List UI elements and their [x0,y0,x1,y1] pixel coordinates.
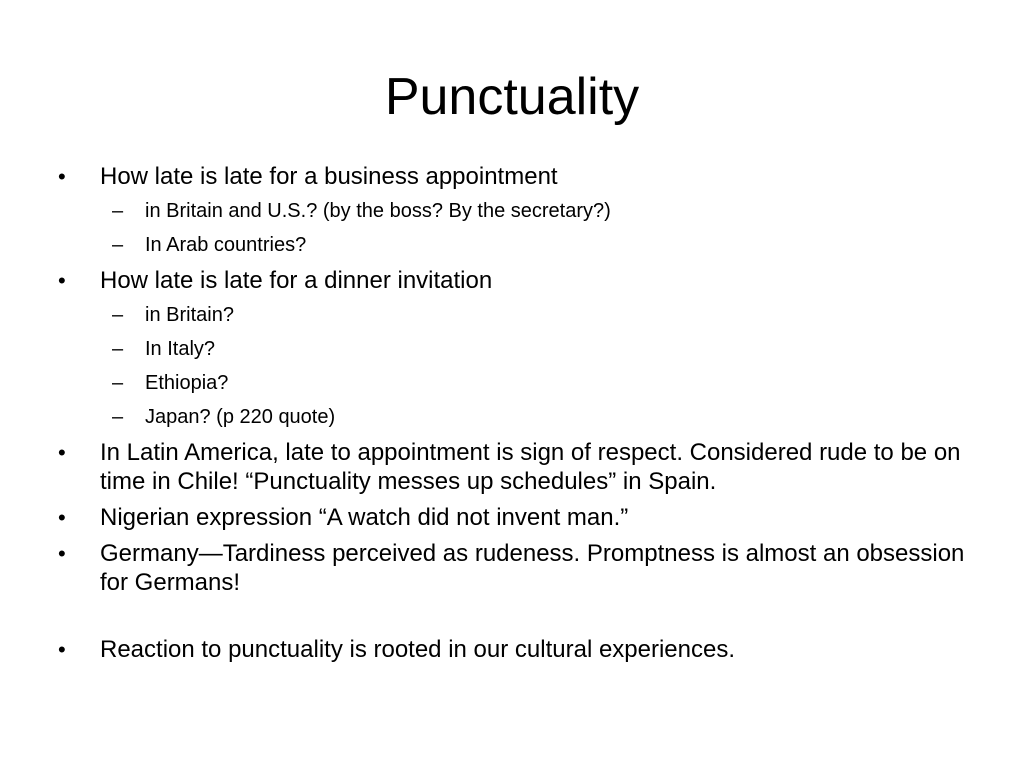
sub-bullet-text: in Britain? [145,304,234,326]
bullet-icon: • [58,440,66,465]
bullet-icon: • [58,268,66,293]
slide-title: Punctuality [384,68,640,126]
bullet-item [57,266,977,295]
bullet-icon: • [58,505,66,530]
bullet-icon: • [58,164,66,189]
sub-bullet-item [57,404,977,431]
bullet-text: Germany—Tardiness perceived as rudeness. Promptness is almost an obsession for Germans! [100,540,965,596]
dash-icon: – [112,304,124,326]
bullet-text: Nigerian expression “A watch did not invent man.” [100,504,629,531]
bullet-item [57,539,977,597]
bullet-text: How late is late for a business appointment [100,163,558,190]
sub-bullet-item [57,370,977,397]
bullet-icon: • [58,637,66,662]
dash-icon: – [112,338,124,360]
dash-icon: – [112,200,124,222]
bullet-icon: • [58,541,66,566]
sub-bullet-text: Japan? (p 220 quote) [145,406,336,428]
sub-bullet-item [57,336,977,363]
slide-body [57,155,977,664]
sub-bullet-text: in Britain and U.S.? (by the boss? By the secretary?) [145,200,611,222]
sub-bullet-text: In Arab countries? [145,234,307,256]
dash-icon: – [112,406,124,428]
sub-bullet-item [57,232,977,259]
dash-icon: – [112,234,124,256]
sub-bullet-text: Ethiopia? [145,372,229,394]
sub-bullet-text: In Italy? [145,338,216,360]
bullet-item [57,438,977,496]
bullet-text: In Latin America, late to appointment is sign of respect. Considered rude to be on time in Chile! “Punctuality messes up schedules” in Spain. [100,439,961,495]
dash-icon: – [112,372,124,394]
sub-bullet-item [57,198,977,225]
sub-bullet-item [57,302,977,329]
bullet-text: Reaction to punctuality is rooted in our cultural experiences. [100,636,736,663]
bullet-text: How late is late for a dinner invitation [100,267,493,294]
bullet-item [57,162,977,191]
bullet-item [57,503,977,532]
bullet-item [57,635,977,664]
